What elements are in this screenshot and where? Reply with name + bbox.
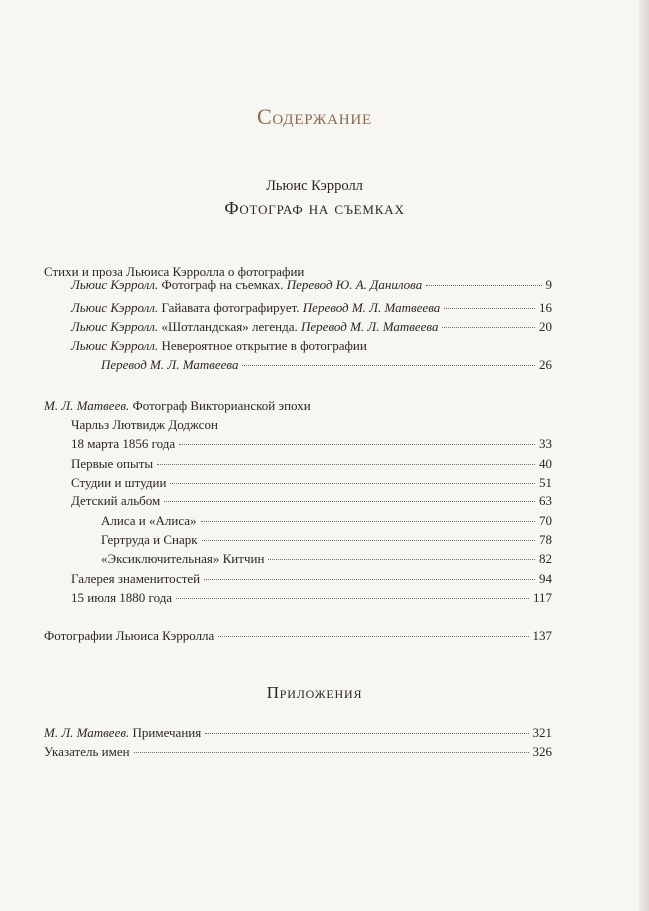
page-number: 63 <box>539 493 552 508</box>
page-number: 40 <box>539 456 552 471</box>
toc-entry[interactable] <box>71 589 552 607</box>
toc-entry[interactable] <box>71 318 552 336</box>
appendix-title: Приложения <box>266 683 363 702</box>
page-number: 70 <box>539 513 552 528</box>
page-edge <box>639 0 649 911</box>
page-number: 20 <box>539 319 552 334</box>
toc-entry[interactable] <box>71 455 552 473</box>
dot-leader <box>444 308 535 309</box>
dot-leader <box>134 752 529 753</box>
entry-text-line: Льюис Кэрролл. Невероятное открытие в фотографии <box>71 338 367 353</box>
toc-title: Содержание <box>256 104 373 129</box>
entry-text: Фотографии Льюиса Кэрролла <box>44 628 215 643</box>
toc-entry[interactable] <box>71 570 552 588</box>
dot-leader <box>170 483 535 484</box>
page-number: 33 <box>539 436 552 451</box>
page-number: 117 <box>532 590 552 605</box>
page-number: 78 <box>539 532 552 547</box>
entry-text: Указатель имен <box>44 744 130 759</box>
book-title: Фотограф на съемках <box>224 198 405 218</box>
dot-leader <box>442 327 535 328</box>
entry-translator: Перевод М. Л. Матвеева <box>101 357 239 372</box>
section-heading-essay: М. Л. Матвеев. Фотограф Викторианской эпохи <box>44 398 311 413</box>
toc-entry[interactable] <box>44 724 552 742</box>
toc-entry[interactable] <box>71 299 552 317</box>
entry-text: М. Л. Матвеев. Примечания <box>44 725 202 740</box>
page-number: 94 <box>539 571 552 586</box>
section-heading-poetry: Стихи и проза Льюиса Кэрролла о фотографии <box>44 264 305 279</box>
entry-text: Студии и штудии <box>71 475 167 490</box>
entry-text: Льюис Кэрролл. Гайавата фотографирует. Перевод М. Л. Матвеева <box>71 300 441 315</box>
toc-entry[interactable] <box>101 512 552 530</box>
page-number: 26 <box>539 357 552 372</box>
dot-leader <box>179 444 535 445</box>
page-number: 321 <box>532 725 552 740</box>
dot-leader <box>176 598 529 599</box>
book-author: Льюис Кэрролл <box>266 178 363 194</box>
toc-entry[interactable] <box>44 627 552 645</box>
toc-entry[interactable] <box>101 550 552 568</box>
page-number: 326 <box>532 744 552 759</box>
dot-leader <box>218 636 528 637</box>
dot-leader <box>201 521 535 522</box>
dot-leader <box>202 540 535 541</box>
entry-text: Алиса и «Алиса» <box>101 513 197 528</box>
dot-leader <box>205 733 528 734</box>
entry-text: Детский альбом <box>71 493 161 508</box>
dot-leader <box>426 285 541 286</box>
entry-text: Льюис Кэрролл. «Шотландская» легенда. Перевод М. Л. Матвеева <box>71 319 439 334</box>
entry-text: Первые опыты <box>71 456 154 471</box>
entry-text: Льюис Кэрролл. Фотограф на съемках. Перевод Ю. А. Данилова <box>71 277 423 292</box>
entry-text: Гертруда и Снарк <box>101 532 198 547</box>
section-subheading: Чарльз Лютвидж Доджсон <box>71 417 218 432</box>
entry-text: «Эксиключительная» Китчин <box>101 551 265 566</box>
entry-text: 18 марта 1856 года <box>71 436 176 451</box>
dot-leader <box>268 559 535 560</box>
page-number: 9 <box>545 277 552 292</box>
toc-entry[interactable] <box>71 435 552 453</box>
dot-leader <box>164 501 535 502</box>
entry-text: 15 июля 1880 года <box>71 590 173 605</box>
page-number: 137 <box>532 628 552 643</box>
page-number: 51 <box>539 475 552 490</box>
dot-leader <box>157 464 535 465</box>
toc-entry[interactable] <box>101 531 552 549</box>
toc-entry[interactable] <box>101 356 552 374</box>
dot-leader <box>204 579 535 580</box>
toc-entry[interactable] <box>71 492 552 510</box>
toc-entry[interactable] <box>71 474 552 492</box>
dot-leader <box>242 365 535 366</box>
toc-entry[interactable] <box>44 743 552 761</box>
toc-entry[interactable] <box>71 276 552 294</box>
page-number: 16 <box>539 300 552 315</box>
page-number: 82 <box>539 551 552 566</box>
entry-text: Галерея знаменитостей <box>71 571 201 586</box>
